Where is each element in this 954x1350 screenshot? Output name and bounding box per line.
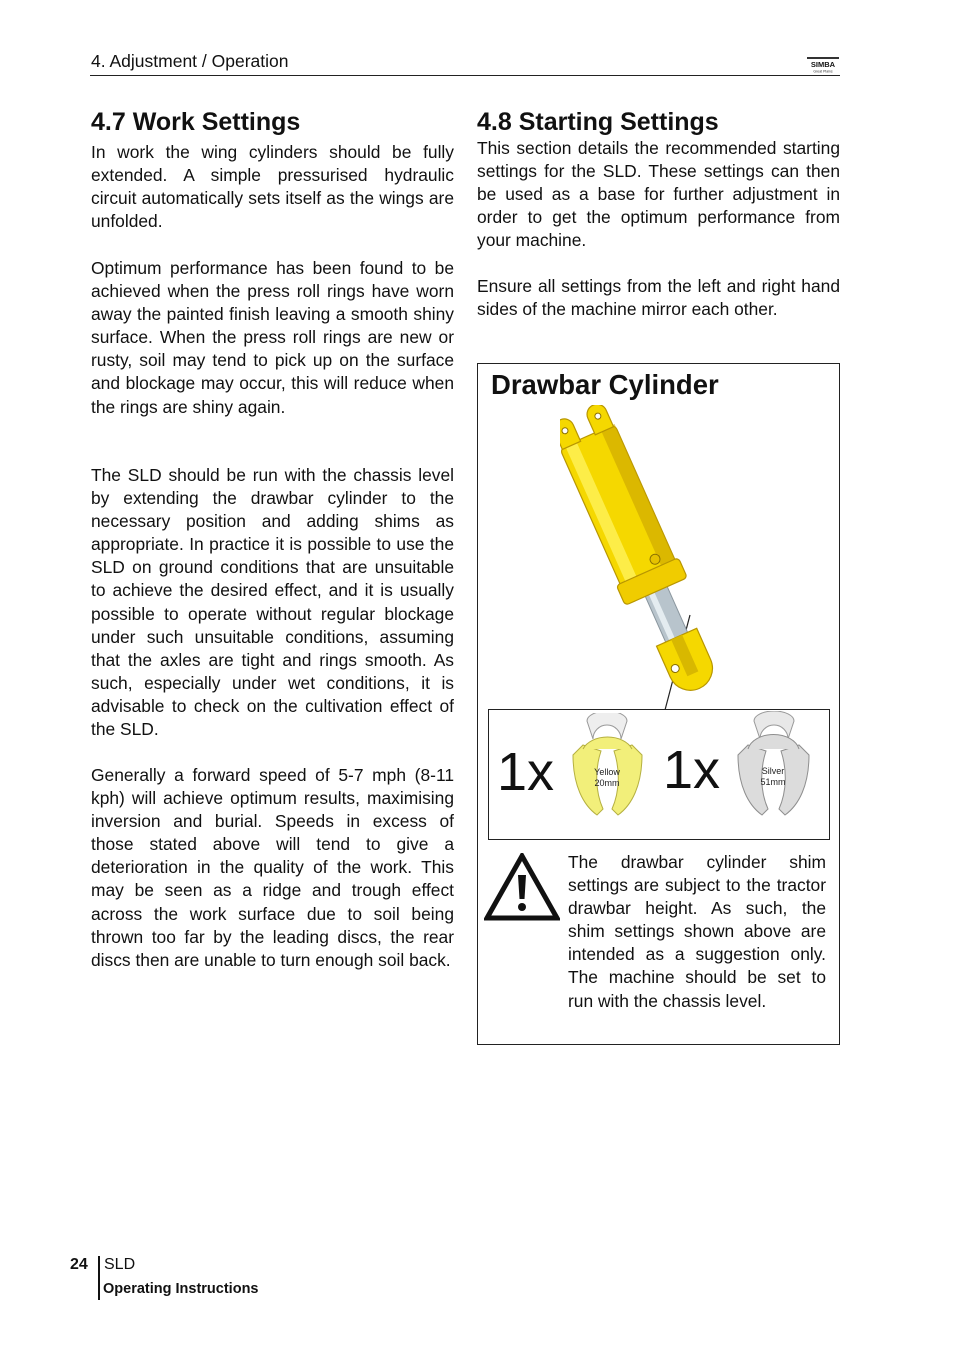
section-title-starting-settings: 4.8 Starting Settings xyxy=(477,108,719,136)
shim-size: 20mm xyxy=(594,778,620,788)
shim-color-name: Yellow xyxy=(594,767,620,777)
shim-label-silver xyxy=(749,766,797,788)
simba-logo xyxy=(806,56,840,74)
paragraph: Ensure all settings from the left and right hand sides of the machine mirror each other. xyxy=(477,276,840,320)
paragraph: This section details the recommended starting settings for the SLD. These settings can then be used as a base for further adjustment in order to get the optimum performance from your machine. xyxy=(477,138,840,251)
shim-color-name: Silver xyxy=(761,766,785,776)
footer-product: SLD xyxy=(104,1256,136,1273)
svg-text:SIMBA: SIMBA xyxy=(810,60,836,69)
header-rule xyxy=(90,75,840,76)
silver-shim-icon xyxy=(730,711,817,819)
paragraph: The SLD should be run with the chassis level by extending the drawbar cylinder to the necessary position and adding shims as appropriate. In practice it is possible to use the SLD on ground conditions that are unsuitable to achieve the desired effect, and it is usually possible to operate without regular blockage under such unsuitable conditions, assuming that the axles are tight and rings smooth. As such, especially under wet conditions, it is advisable to check on the cultivation effect of the SLD. xyxy=(91,465,454,740)
shim-quantity: 1x xyxy=(663,740,721,800)
shim-label-yellow xyxy=(583,767,631,789)
paragraph: Generally a forward speed of 5-7 mph (8-11 kph) will achieve optimum results, maximising inversion and burial. Speeds in excess of those stated above will tend to give a deterioration in the quality of the work. This may be seen as a ridge and trough effect across the work surface due to soil being thrown too far by the leading discs, the rear discs then are unable to turn enough soil back. xyxy=(91,765,454,970)
footer-divider xyxy=(98,1256,100,1300)
paragraph: Optimum performance has been found to be achieved when the press roll rings have worn away the painted finish leaving a smooth shiny surface. When the press roll rings are new or rusty, soil may tend to pick up on the surface and blockage may occur, this will reduce when the rings are shiny again. xyxy=(91,258,454,417)
svg-text:Great Plains: Great Plains xyxy=(813,69,833,74)
running-header: 4. Adjustment / Operation xyxy=(91,51,289,71)
page-number: 24 xyxy=(70,1256,88,1273)
shim-size: 51mm xyxy=(760,777,786,787)
paragraph: In work the wing cylinders should be fully extended. A simple pressurised hydraulic circuit automatically sets itself as the wings are unfolded. xyxy=(91,142,454,232)
footer-doc-type: Operating Instructions xyxy=(103,1281,259,1297)
warning-icon xyxy=(484,853,560,921)
yellow-shim-icon xyxy=(565,713,650,819)
figure-title: Drawbar Cylinder xyxy=(491,369,719,400)
section-title-work-settings: 4.7 Work Settings xyxy=(91,108,301,136)
warning-text: The drawbar cylinder shim settings are subject to the tractor drawbar height. As such, the shim settings shown above are intended as a suggestion only. The machine should be set to run with the chassis level. xyxy=(568,852,826,1011)
hydraulic-cylinder-illustration xyxy=(560,405,790,710)
shim-quantity: 1x xyxy=(497,742,555,802)
